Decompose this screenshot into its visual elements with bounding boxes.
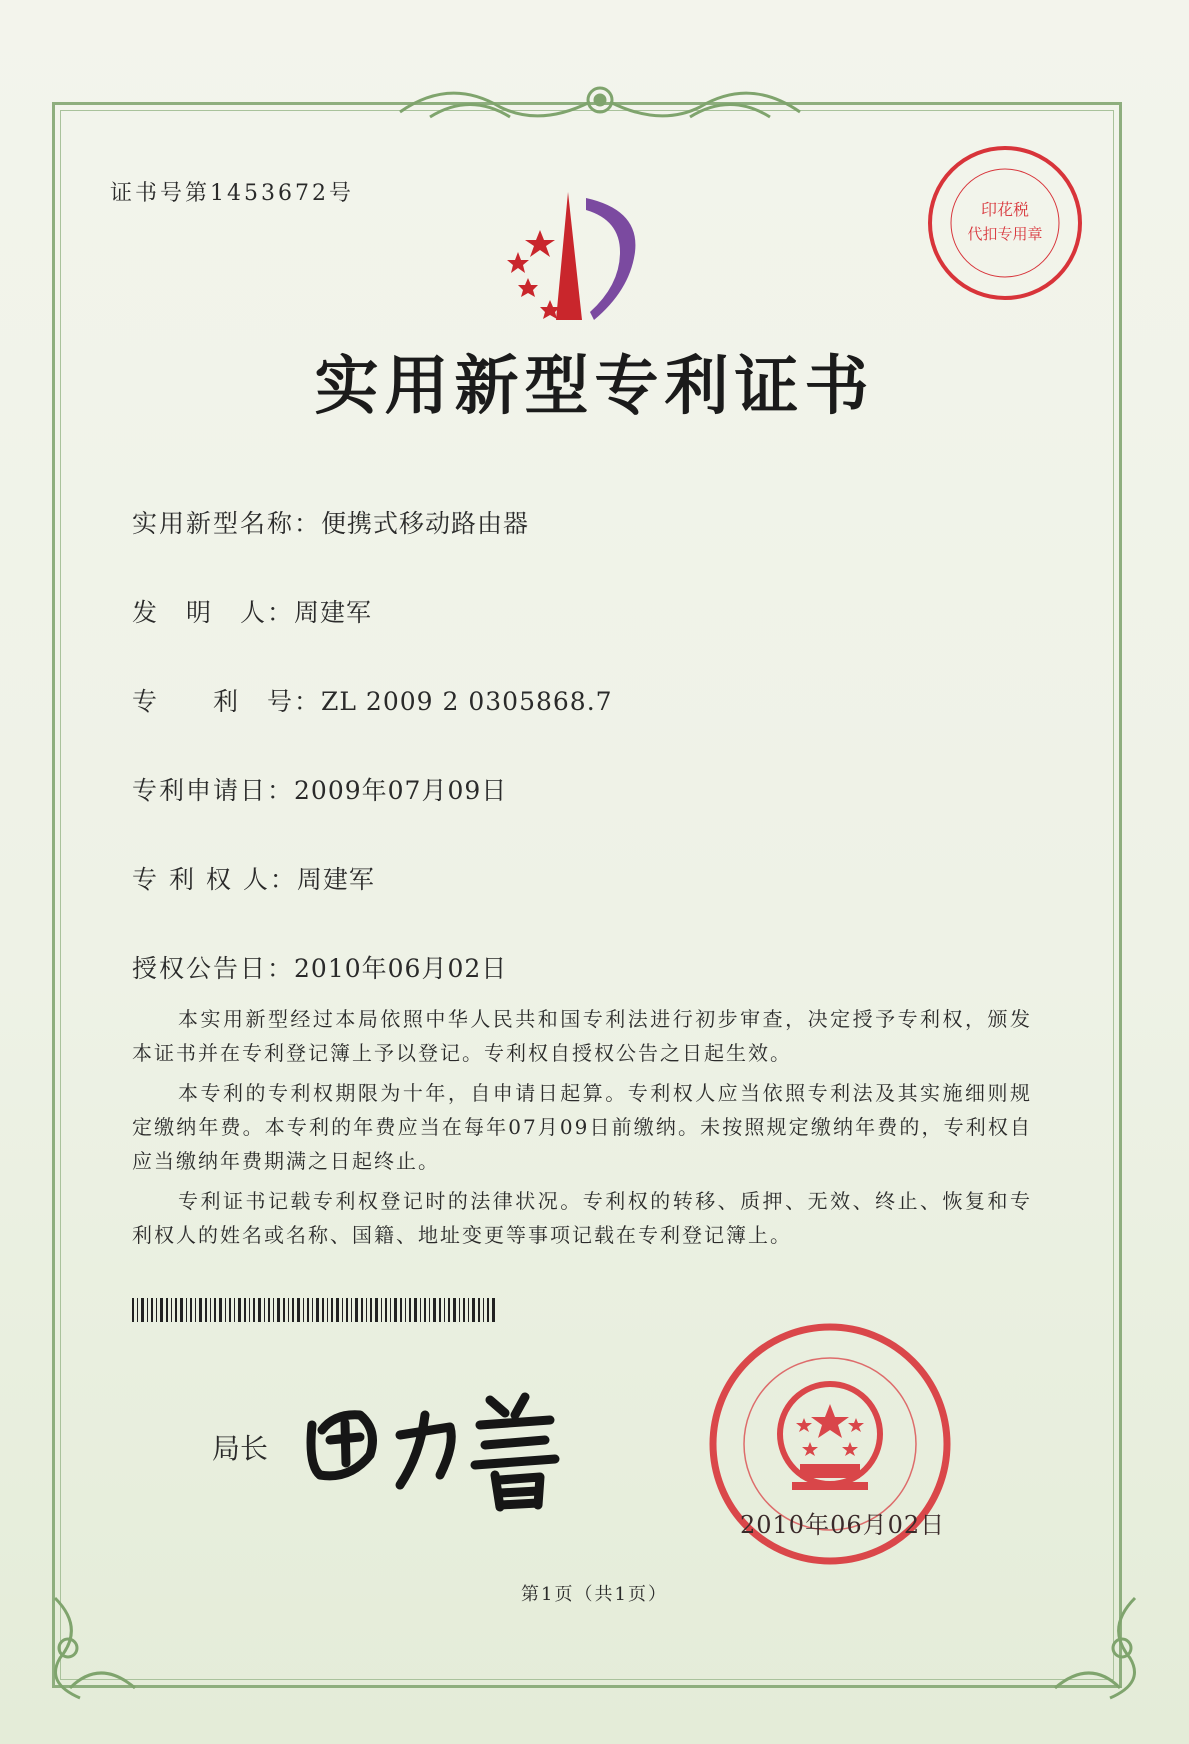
director-label: 局长: [212, 1432, 269, 1465]
body-paragraph-1: 本实用新型经过本局依照中华人民共和国专利法进行初步审查，决定授予专利权，颁发本证书并在专利登记簿上予以登记。专利权自授权公告之日起生效。: [132, 1007, 1032, 1065]
field-label: 发 明 人：: [132, 598, 295, 627]
tax-stamp-seal: [925, 143, 1085, 307]
field-label: 实用新型名称：: [132, 509, 322, 538]
field-value: 周建军: [294, 598, 373, 627]
field-label: 专利申请日：: [132, 776, 295, 805]
field-label: 专 利 号：: [132, 687, 322, 716]
field-application-date: [132, 771, 507, 807]
field-value: 2009年07月09日: [294, 776, 508, 805]
corner-ornament-bottom-left: [40, 1588, 150, 1708]
body-paragraph-3: 专利证书记载专利权登记时的法律状况。专利权的转移、质押、无效、终止、恢复和专利权人的姓名或名称、国籍、地址变更等事项记载在专利登记簿上。: [132, 1189, 1032, 1247]
tax-seal-line2: 代扣专用章: [967, 225, 1043, 243]
field-value: 便携式移动路由器: [321, 509, 530, 538]
field-inventor: [132, 593, 372, 629]
field-patentee: [132, 860, 375, 896]
sipo-logo-icon: [490, 190, 680, 344]
body-paragraph-2: 本专利的专利权期限为十年，自申请日起算。专利权人应当依照专利法及其实施细则规定缴纳年费。本专利的年费应当在每年07月09日前缴纳。未按照规定缴纳年费的，专利权自应当缴纳年费期满之日起终止。: [132, 1081, 1032, 1173]
director-signature: [300, 1385, 570, 1519]
page-footer: 第1页（共1页）: [521, 1584, 668, 1605]
field-grant-date: [132, 949, 507, 985]
field-patent-number: [132, 682, 613, 718]
field-value: 周建军: [296, 865, 375, 894]
corner-ornament-bottom-right: [1040, 1588, 1150, 1708]
field-label: 专 利 权 人：: [132, 865, 297, 894]
field-value: ZL 2009 2 0305868.7: [321, 687, 613, 716]
field-value: 2010年06月02日: [294, 954, 508, 983]
top-ornament: [390, 72, 810, 132]
certificate-title: 实用新型专利证书: [314, 349, 875, 424]
field-utility-model-name: [132, 504, 529, 540]
barcode: [132, 1298, 497, 1326]
seal-date: 2010年06月02日: [740, 1511, 946, 1539]
field-label: 授权公告日：: [132, 954, 295, 983]
national-emblem-icon: [780, 1384, 880, 1490]
tax-seal-line1: 印花税: [980, 200, 1030, 219]
certificate-number: 证书号第1453672号: [110, 181, 354, 206]
